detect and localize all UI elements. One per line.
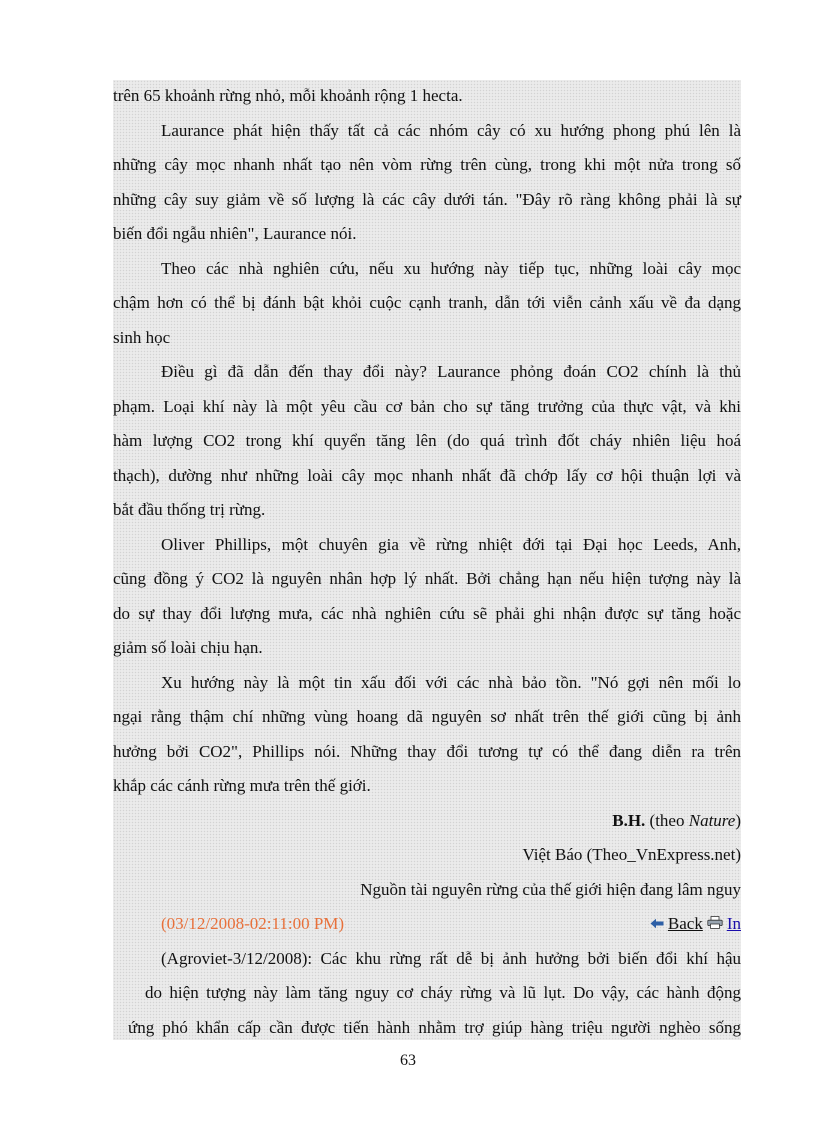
text-line: ngại rằng thậm chí những vùng hoang dã nguyên sơ nhất trên thế giới cũng bị ảnh xyxy=(113,707,741,726)
text-line: hưởng bởi CO2", Phillips nói. Những thay đổi tương tự có thể đang diễn ra trên xyxy=(113,741,741,761)
text-line: phạm. Loại khí này là một yêu cầu cơ bản cho sự tăng trưởng của thực vật, và khi xyxy=(113,396,741,416)
text-line: do hiện tượng này làm tăng nguy cơ cháy rừng và lũ lụt. Do vậy, các hành động xyxy=(145,983,741,1002)
text-line: (Agroviet-3/12/2008): Các khu rừng rất dễ bị ảnh hưởng bởi biến đổi khí hậu xyxy=(161,948,741,968)
article-headline: Nguồn tài nguyên rừng của thế giới hiện đang lâm nguy xyxy=(360,879,741,899)
text-line: ứng phó khẩn cấp cần được tiến hành nhằm trợ giúp hàng triệu người nghèo sống xyxy=(128,1017,741,1037)
byline-close: ) xyxy=(735,810,741,830)
text-line: Laurance phát hiện thấy tất cả các nhóm cây có xu hướng phong phú lên là xyxy=(161,120,741,140)
article-nav-row xyxy=(113,907,741,942)
text-line: biến đổi ngẫu nhiên", Laurance nói. xyxy=(113,224,357,243)
document-body xyxy=(113,79,741,1045)
text-line: do sự thay đổi lượng mưa, các nhà nghiên cứu sẽ phải ghi nhận được sự tăng hoặc xyxy=(113,603,741,623)
article-timestamp: (03/12/2008-02:11:00 PM) xyxy=(161,914,345,933)
text-line: Điều gì đã dẫn đến thay đổi này? Laurance phỏng đoán CO2 chính là thủ xyxy=(161,362,741,381)
source-credit: Việt Báo (Theo_VnExpress.net) xyxy=(522,845,741,864)
text-line: thạch), dường như những loài cây mọc nhanh nhất đã chớp lấy cơ hội thuận lợi và xyxy=(113,465,741,485)
text-line: giảm số loài chịu hạn. xyxy=(113,638,263,657)
text-line: Theo các nhà nghiên cứu, nếu xu hướng này tiếp tục, những loài cây mọc xyxy=(161,258,741,278)
text-line: bắt đầu thống trị rừng. xyxy=(113,500,266,519)
text-line: chậm hơn có thể bị đánh bật khỏi cuộc cạnh tranh, dẫn tới viễn cảnh xấu về đa dạng xyxy=(113,293,741,312)
text-line: những cây mọc nhanh nhất tạo nên vòm rừng trên cùng, trong khi một nửa trong số xyxy=(113,155,741,174)
text-line: Oliver Phillips, một chuyên gia về rừng nhiệt đới tại Đại học Leeds, Anh, xyxy=(161,534,741,554)
text-line: hàm lượng CO2 trong khí quyển tăng lên (do quá trình đốt cháy nhiên liệu hoá xyxy=(113,431,741,450)
article-nav xyxy=(650,907,741,942)
print-link[interactable]: In xyxy=(726,914,741,933)
byline-source: Nature xyxy=(688,810,736,830)
text-line: trên 65 khoảnh rừng nhỏ, mỗi khoảnh rộng 1 hecta. xyxy=(113,86,463,105)
text-line: khắp các cánh rừng mưa trên thế giới. xyxy=(113,776,371,795)
text-line: những cây suy giảm về số lượng là các cây dưới tán. "Đây rõ ràng không phải là sự xyxy=(113,189,741,209)
back-link[interactable]: Back xyxy=(667,914,703,933)
byline-theo: (theo xyxy=(645,810,689,830)
text-line: cũng đồng ý CO2 là nguyên nhân hợp lý nhất. Bởi chẳng hạn nếu hiện tượng này là xyxy=(113,569,741,588)
byline-author: B.H. xyxy=(612,810,646,830)
back-arrow-icon[interactable] xyxy=(650,907,664,942)
byline xyxy=(113,804,741,839)
text-line: sinh học xyxy=(113,327,171,347)
page-number: 63 xyxy=(400,1052,416,1069)
text-line: Xu hướng này là một tin xấu đối với các nhà bảo tồn. "Nó gợi nên mối lo xyxy=(161,672,741,692)
printer-icon[interactable] xyxy=(707,907,723,942)
